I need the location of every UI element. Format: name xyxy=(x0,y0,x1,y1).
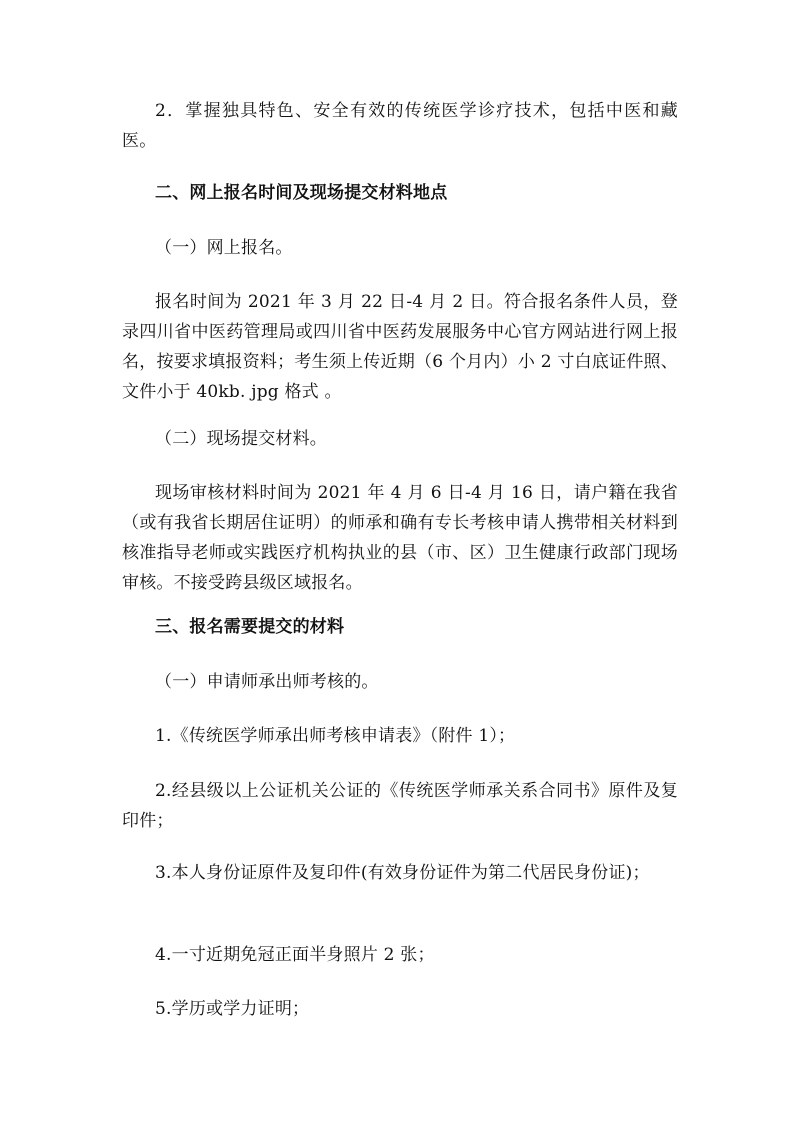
list-item-2: 2.经县级以上公证机关公证的《传统医学师承关系合同书》原件及复印件； xyxy=(122,781,678,831)
heading-section-2: 二、网上报名时间及现场提交材料地点 xyxy=(155,183,448,203)
subheading-apprenticeship-assessment: （一）申请师承出师考核的。 xyxy=(155,672,379,692)
subheading-onsite-materials: （二）现场提交材料。 xyxy=(155,429,327,449)
list-item-1: 1.《传统医学师承出师考核申请表》（附件 1）； xyxy=(155,726,516,746)
list-item-5: 5.学历或学力证明； xyxy=(155,999,310,1019)
subheading-online-registration: （一）网上报名。 xyxy=(155,238,293,258)
list-item-3: 3.本人身份证原件及复印件(有效身份证件为第二代居民身份证)； xyxy=(155,863,650,883)
paragraph-registration-time: 报名时间为 2021 年 3 月 22 日-4 月 2 日。符合报名条件人员，登录四川省中医药管理局或四川省中医药发展服务中心官方网站进行网上报名，按要求填报资料；考生须上传近期（6 个月内）小 2 寸白底证件照、文件小于 40kb. jpg 格式 。 xyxy=(122,292,678,402)
heading-section-3: 三、报名需要提交的材料 xyxy=(155,617,345,637)
paragraph-onsite-review: 现场审核材料时间为 2021 年 4 月 6 日-4 月 16 日，请户籍在我省（或有我省长期居住证明）的师承和确有专长考核申请人携带相关材料到核准指导老师或实践医疗机构执业的县（市、区）卫生健康行政部门现场审核。不接受跨县级区域报名。 xyxy=(122,483,678,593)
list-item-4: 4.一寸近期免冠正面半身照片 2 张； xyxy=(155,945,435,965)
paragraph-tcm-techniques: 2．掌握独具特色、安全有效的传统医学诊疗技术，包括中医和藏医。 xyxy=(122,101,678,151)
